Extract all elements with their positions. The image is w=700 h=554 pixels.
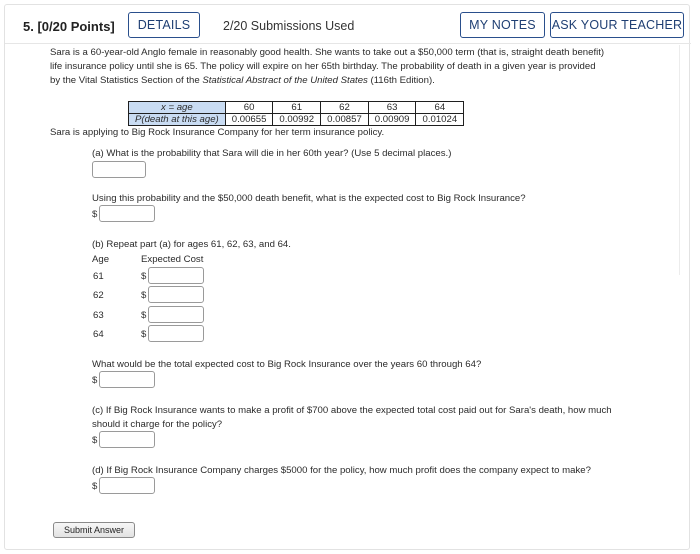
age-header: x = age bbox=[129, 102, 226, 114]
my-notes-button[interactable]: MY NOTES bbox=[460, 12, 545, 38]
part-a-answer-input[interactable] bbox=[92, 161, 146, 178]
age-label-63: 63 bbox=[93, 310, 104, 321]
part-a2-answer-input[interactable] bbox=[99, 205, 155, 222]
intro-line-3c: (116th Edition). bbox=[367, 75, 435, 86]
age-62-cost-input[interactable] bbox=[148, 286, 204, 303]
prob-cell: 0.00857 bbox=[321, 114, 369, 126]
age-cell: 62 bbox=[321, 102, 369, 114]
dollar-sign: $ bbox=[141, 310, 147, 321]
age-64-cost-input[interactable] bbox=[148, 325, 204, 342]
prob-cell: 0.00992 bbox=[273, 114, 321, 126]
submissions-count: 2/20 Submissions Used bbox=[223, 19, 355, 33]
part-a-question: (a) What is the probability that Sara will die in her 60th year? (Use 5 decimal places.) bbox=[92, 148, 452, 159]
question-number: 5. [0/20 Points] bbox=[23, 19, 115, 34]
probability-table bbox=[128, 101, 464, 126]
part-b-question: (b) Repeat part (a) for ages 61, 62, 63, and 64. bbox=[92, 239, 291, 250]
intro-line-2: life insurance policy until she is 65. The policy will expire on her 65th birthday. The probability of death in a given year is provided bbox=[50, 61, 596, 72]
prob-cell: 0.00655 bbox=[225, 114, 273, 126]
age-label-61: 61 bbox=[93, 271, 104, 282]
prob-cell: 0.00909 bbox=[368, 114, 416, 126]
part-c-question-line2: should it charge for the policy? bbox=[92, 419, 223, 430]
problem-text bbox=[50, 46, 680, 88]
dollar-sign: $ bbox=[92, 481, 98, 492]
age-label-64: 64 bbox=[93, 329, 104, 340]
dollar-sign: $ bbox=[92, 375, 98, 386]
total-answer-input[interactable] bbox=[99, 371, 155, 388]
age-cell: 63 bbox=[368, 102, 416, 114]
part-a2-question: Using this probability and the $50,000 death benefit, what is the expected cost to Big Rock Insurance? bbox=[92, 193, 526, 204]
question-header bbox=[5, 5, 691, 43]
dollar-sign: $ bbox=[141, 290, 147, 301]
age-63-cost-input[interactable] bbox=[148, 306, 204, 323]
details-button[interactable]: DETAILS bbox=[128, 12, 200, 38]
prob-cell: 0.01024 bbox=[416, 114, 464, 126]
part-d-question: (d) If Big Rock Insurance Company charges $5000 for the policy, how much profit does the company expect to make? bbox=[92, 465, 591, 476]
submit-answer-button[interactable]: Submit Answer bbox=[53, 522, 135, 538]
part-c-answer-input[interactable] bbox=[99, 431, 155, 448]
age-column-header: Age bbox=[92, 254, 110, 265]
scroll-edge bbox=[679, 45, 689, 275]
intro-line-1: Sara is a 60-year-old Anglo female in reasonably good health. She wants to take out a $50,000 term (that is, straight death benefit) bbox=[50, 47, 605, 58]
dollar-sign: $ bbox=[92, 435, 98, 446]
prob-row bbox=[129, 114, 464, 126]
age-cell: 60 bbox=[225, 102, 273, 114]
age-row bbox=[129, 102, 464, 114]
total-question: What would be the total expected cost to Big Rock Insurance over the years 60 through 64? bbox=[92, 359, 482, 370]
age-label-62: 62 bbox=[93, 290, 104, 301]
dollar-sign: $ bbox=[141, 271, 147, 282]
applying-text: Sara is applying to Big Rock Insurance Company for her term insurance policy. bbox=[50, 127, 385, 138]
intro-line-3a: by the Vital Statistics Section of the bbox=[50, 75, 203, 86]
header-divider bbox=[5, 43, 691, 44]
prob-header: P(death at this age) bbox=[129, 114, 226, 126]
age-cell: 61 bbox=[273, 102, 321, 114]
age-61-cost-input[interactable] bbox=[148, 267, 204, 284]
source-title: Statistical Abstract of the United States bbox=[202, 75, 368, 86]
dollar-sign: $ bbox=[92, 209, 98, 220]
dollar-sign: $ bbox=[141, 329, 147, 340]
age-cell: 64 bbox=[416, 102, 464, 114]
intro-paragraph bbox=[50, 46, 680, 88]
part-c-question-line1: (c) If Big Rock Insurance wants to make a profit of $700 above the expected total cost paid out for Sara's death, how much bbox=[92, 405, 612, 416]
part-d-answer-input[interactable] bbox=[99, 477, 155, 494]
ask-teacher-button[interactable]: ASK YOUR TEACHER bbox=[550, 12, 684, 38]
cost-column-header: Expected Cost bbox=[141, 254, 204, 265]
